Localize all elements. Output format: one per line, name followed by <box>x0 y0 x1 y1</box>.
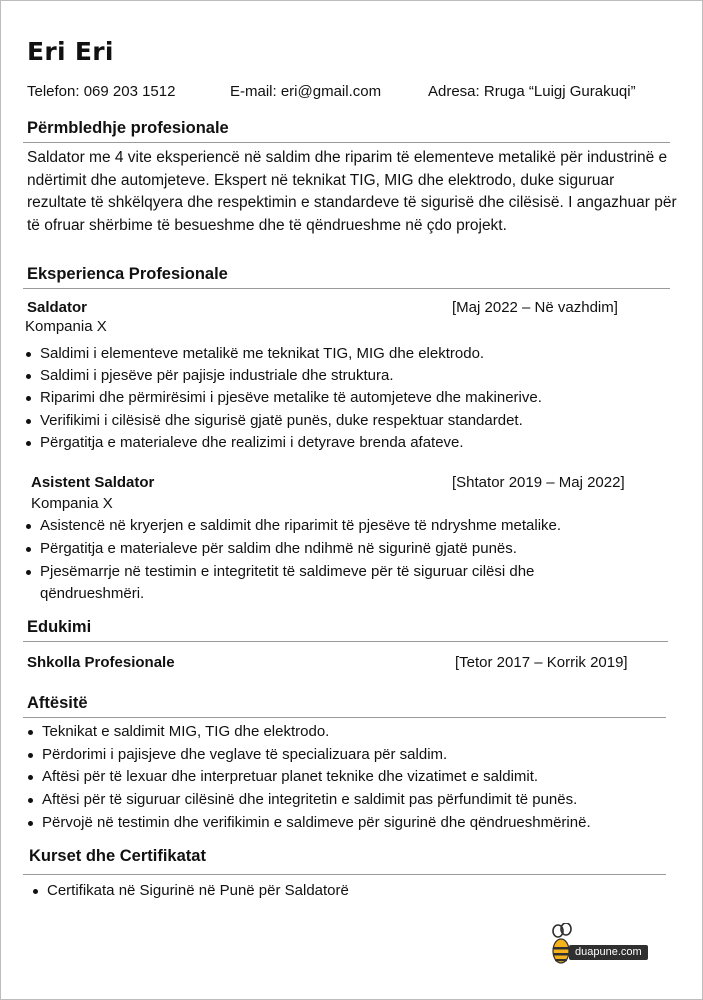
section-divider <box>23 288 670 289</box>
skills-heading: Aftësitë <box>27 694 88 712</box>
watermark-text: duapune.com <box>569 945 648 960</box>
job-duty-item: Asistencë në kryerjen e saldimit dhe riparimit të pjesëve të ndryshme metalike. <box>40 515 561 537</box>
job-company: Kompania X <box>31 495 113 512</box>
experience-heading: Eksperienca Profesionale <box>27 265 228 283</box>
contact-email: E-mail: eri@gmail.com <box>230 83 382 100</box>
section-divider <box>23 641 668 642</box>
job-company: Kompania X <box>25 318 107 335</box>
section-divider <box>23 717 666 718</box>
summary-heading: Përmbledhje profesionale <box>27 119 229 137</box>
job-title: Asistent Saldator <box>31 474 155 491</box>
job-duty-item: Riparimi dhe përmirësimi i pjesëve metalike të automjeteve dhe makinerive. <box>40 387 542 409</box>
section-divider <box>23 142 670 143</box>
job-duty-item: Verifikimi i cilësisë dhe sigurisë gjatë punës, duke respektuar standardet. <box>40 410 523 432</box>
contact-phone: Telefon: 069 203 1512 <box>27 83 176 100</box>
candidate-name: Eri Eri <box>27 37 114 66</box>
education-dates: [Tetor 2017 – Korrik 2019] <box>455 654 628 671</box>
certificates-heading: Kurset dhe Certifikatat <box>29 847 206 865</box>
education-heading: Edukimi <box>27 618 92 636</box>
skill-item: Përvojë në testimin dhe verifikimin e saldimeve për sigurinë dhe qëndrueshmërinë. <box>42 812 591 834</box>
duapune-logo <box>549 923 661 967</box>
job-duty-item: Përgatitja e materialeve dhe realizimi i detyrave brenda afateve. <box>40 432 464 454</box>
job-duty-item: Përgatitja e materialeve për saldim dhe ndihmë në sigurinë gjatë punës. <box>40 538 517 560</box>
job-dates: [Maj 2022 – Në vazhdim] <box>452 299 618 316</box>
skill-item: Teknikat e saldimit MIG, TIG dhe elektrodo. <box>42 721 329 743</box>
summary-text: Saldator me 4 vite eksperiencë në saldim dhe riparim të elementeve metalikë për industrinë e ndërtimit dhe automjeteve. Ekspert në teknikat TIG, MIG dhe elektrodo, duke siguruar rezultate të shkëlqyera dhe respektimin e standardeve të sigurisë dhe cilësisë. I angazhuar për të ofruar shërbime të besueshme dhe të qëndrueshme në çdo projekt. <box>27 149 677 234</box>
job-title: Saldator <box>27 299 88 316</box>
skill-item: Përdorimi i pajisjeve dhe veglave të specializuara për saldim. <box>42 744 447 766</box>
skill-item: Aftësi për të siguruar cilësinë dhe integritetin e saldimit pas përfundimit të punës. <box>42 789 577 811</box>
job-dates: [Shtator 2019 – Maj 2022] <box>452 474 625 491</box>
contact-address: Adresa: Rruga “Luigj Gurakuqi” <box>428 83 636 100</box>
job-duty-item: Saldimi i pjesëve për pajisje industriale dhe struktura. <box>40 365 394 387</box>
certificate-item: Certifikata në Sigurinë në Punë për Saldatorë <box>47 880 349 902</box>
job-duty-item: Pjesëmarrje në testimin e integritetit të saldimeve për të siguruar cilësi dhe qëndrueshmëri. <box>40 561 600 605</box>
job-duty-item: Saldimi i elementeve metalikë me teknikat TIG, MIG dhe elektrodo. <box>40 343 484 365</box>
section-divider <box>23 874 666 875</box>
school-name: Shkolla Profesionale <box>27 654 175 671</box>
skill-item: Aftësi për të lexuar dhe interpretuar planet teknike dhe vizatimet e saldimit. <box>42 766 538 788</box>
